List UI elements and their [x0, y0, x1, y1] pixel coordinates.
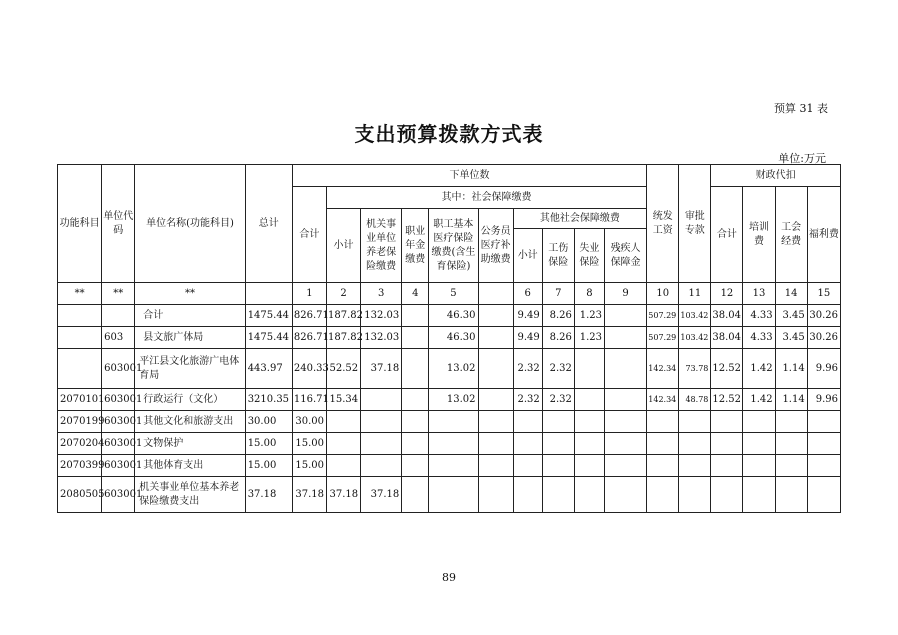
- value-cell-c2: 52.52: [326, 349, 360, 389]
- value-cell-c6: 2.32: [513, 349, 542, 389]
- value-cell-c3: [361, 433, 402, 455]
- header-civil-medical: 公务员医疗补助缴费: [478, 209, 513, 283]
- header-unemployment: 失业保险: [574, 229, 604, 283]
- column-index-row: [58, 283, 841, 305]
- total-cell: 37.18: [245, 477, 292, 513]
- header-approved-funds: 审批专款: [679, 165, 711, 283]
- unit-code-cell: 603001: [102, 455, 135, 477]
- value-cell-c6: [513, 411, 542, 433]
- value-cell-c1: 15.00: [292, 433, 326, 455]
- value-cell-c3: [361, 411, 402, 433]
- value-cell-c15: 9.96: [807, 389, 840, 411]
- value-cell-c7: 2.32: [542, 349, 574, 389]
- value-cell-c6: [513, 455, 542, 477]
- header-lower-units: 下单位数: [292, 165, 646, 187]
- value-cell-c3: 37.18: [361, 477, 402, 513]
- value-cell-c11: [679, 455, 711, 477]
- table-row: [58, 305, 841, 327]
- value-cell-c1: 15.00: [292, 455, 326, 477]
- func-subject-cell: 2070199: [58, 411, 102, 433]
- value-cell-c4: [402, 389, 429, 411]
- value-cell-c13: 4.33: [743, 305, 775, 327]
- header-union: 工会经费: [775, 187, 807, 283]
- unit-code-cell: 603001: [102, 433, 135, 455]
- table-number: 预算 31 表: [774, 102, 828, 115]
- column-index-cell: **: [58, 283, 102, 305]
- header-subtotal: 小计: [326, 209, 360, 283]
- column-index-cell: 10: [647, 283, 679, 305]
- column-index-cell: **: [102, 283, 135, 305]
- unit-name-cell: 机关事业单位基本养老保险缴费支出: [135, 477, 245, 513]
- value-cell-c15: [807, 433, 840, 455]
- column-index-cell: 7: [542, 283, 574, 305]
- func-subject-cell: 2070101: [58, 389, 102, 411]
- value-cell-cx: [478, 433, 513, 455]
- header-heji: 合计: [292, 187, 326, 283]
- value-cell-c13: 1.42: [743, 389, 775, 411]
- value-cell-c12: 12.52: [711, 389, 743, 411]
- value-cell-c7: [542, 455, 574, 477]
- value-cell-c7: 8.26: [542, 305, 574, 327]
- value-cell-c11: [679, 433, 711, 455]
- table-row: [58, 433, 841, 455]
- value-cell-cx: [478, 455, 513, 477]
- column-index-cell: [478, 283, 513, 305]
- unit-code-cell: 603001: [102, 349, 135, 389]
- value-cell-c8: 1.23: [574, 327, 604, 349]
- value-cell-c5: 46.30: [429, 327, 478, 349]
- value-cell-c3: [361, 389, 402, 411]
- value-cell-c3: 37.18: [361, 349, 402, 389]
- header-welfare: 福利费: [807, 187, 840, 283]
- column-index-cell: 6: [513, 283, 542, 305]
- value-cell-c8: [574, 349, 604, 389]
- value-cell-c15: 9.96: [807, 349, 840, 389]
- func-subject-cell: [58, 327, 102, 349]
- value-cell-c11: [679, 411, 711, 433]
- header-fiscal-withholding: 财政代扣: [711, 165, 841, 187]
- unit-name-cell: 合计: [135, 305, 245, 327]
- value-cell-c14: [775, 477, 807, 513]
- value-cell-c5: 13.02: [429, 389, 478, 411]
- value-cell-c6: [513, 477, 542, 513]
- value-cell-c7: 2.32: [542, 389, 574, 411]
- value-cell-c13: 1.42: [743, 349, 775, 389]
- value-cell-c7: [542, 477, 574, 513]
- value-cell-c11: 103.42: [679, 305, 711, 327]
- column-index-cell: 9: [604, 283, 646, 305]
- column-index-cell: 5: [429, 283, 478, 305]
- value-cell-c10: [647, 433, 679, 455]
- header-annuity: 职业年金缴费: [402, 209, 429, 283]
- value-cell-c3: 132.03: [361, 305, 402, 327]
- value-cell-c11: 48.78: [679, 389, 711, 411]
- unit-name-cell: 其他体育支出: [135, 455, 245, 477]
- value-cell-c5: [429, 477, 478, 513]
- header-training: 培训费: [743, 187, 775, 283]
- unit-code-cell: 603001: [102, 477, 135, 513]
- header-medical: 职工基本医疗保险缴费(含生育保险): [429, 209, 478, 283]
- column-index-cell: 4: [402, 283, 429, 305]
- value-cell-c5: 13.02: [429, 349, 478, 389]
- value-cell-c5: 46.30: [429, 305, 478, 327]
- total-cell: 443.97: [245, 349, 292, 389]
- value-cell-c9: [604, 389, 646, 411]
- value-cell-c3: 132.03: [361, 327, 402, 349]
- value-cell-c5: [429, 455, 478, 477]
- value-cell-c6: 2.32: [513, 389, 542, 411]
- header-total: 总计: [245, 165, 292, 283]
- value-cell-c2: [326, 411, 360, 433]
- value-cell-c12: [711, 433, 743, 455]
- total-cell: 15.00: [245, 455, 292, 477]
- column-index-cell: 1: [292, 283, 326, 305]
- column-index-cell: 14: [775, 283, 807, 305]
- value-cell-c10: [647, 477, 679, 513]
- value-cell-c15: 30.26: [807, 305, 840, 327]
- value-cell-c9: [604, 349, 646, 389]
- value-cell-c11: [679, 477, 711, 513]
- value-cell-c1: 826.71: [292, 327, 326, 349]
- value-cell-c4: [402, 411, 429, 433]
- header-unit-name: 单位名称(功能科目): [135, 165, 245, 283]
- value-cell-c13: [743, 433, 775, 455]
- column-index-cell: 8: [574, 283, 604, 305]
- total-cell: 15.00: [245, 433, 292, 455]
- column-index-cell: **: [135, 283, 245, 305]
- value-cell-c6: 9.49: [513, 305, 542, 327]
- value-cell-c10: 142.34: [647, 389, 679, 411]
- value-cell-c9: [604, 477, 646, 513]
- value-cell-c4: [402, 305, 429, 327]
- func-subject-cell: [58, 305, 102, 327]
- value-cell-c7: [542, 433, 574, 455]
- index-row: [58, 283, 841, 305]
- value-cell-c8: 1.23: [574, 305, 604, 327]
- value-cell-c1: 37.18: [292, 477, 326, 513]
- total-cell: 1475.44: [245, 327, 292, 349]
- value-cell-c8: [574, 389, 604, 411]
- header-pension: 机关事业单位养老保险缴费: [361, 209, 402, 283]
- func-subject-cell: 2070399: [58, 455, 102, 477]
- unit-code-cell: 603001: [102, 389, 135, 411]
- header-func-subject: 功能科目: [58, 165, 102, 283]
- value-cell-c8: [574, 433, 604, 455]
- value-cell-c2: [326, 455, 360, 477]
- value-cell-c15: [807, 477, 840, 513]
- value-cell-c9: [604, 433, 646, 455]
- header-other-social: 其他社会保障缴费: [513, 209, 647, 229]
- value-cell-c2: 187.82: [326, 327, 360, 349]
- value-cell-c12: [711, 455, 743, 477]
- value-cell-cx: [478, 327, 513, 349]
- value-cell-c9: [604, 327, 646, 349]
- table-body: [58, 305, 841, 513]
- value-cell-c11: 103.42: [679, 327, 711, 349]
- table-row: [58, 349, 841, 389]
- value-cell-c14: [775, 433, 807, 455]
- header-injury: 工伤保险: [542, 229, 574, 283]
- value-cell-c8: [574, 455, 604, 477]
- value-cell-c3: [361, 455, 402, 477]
- value-cell-c9: [604, 411, 646, 433]
- header-other-subtotal: 小计: [513, 229, 542, 283]
- value-cell-cx: [478, 349, 513, 389]
- column-index-cell: 13: [743, 283, 775, 305]
- value-cell-c10: 507.29: [647, 327, 679, 349]
- value-cell-c14: 3.45: [775, 327, 807, 349]
- unit-label: 单位:万元: [778, 152, 826, 165]
- value-cell-c8: [574, 477, 604, 513]
- unit-code-cell: 603001: [102, 411, 135, 433]
- unit-name-cell: 其他文化和旅游支出: [135, 411, 245, 433]
- column-index-cell: 11: [679, 283, 711, 305]
- total-cell: 1475.44: [245, 305, 292, 327]
- value-cell-c7: [542, 411, 574, 433]
- value-cell-c15: 30.26: [807, 327, 840, 349]
- column-index-cell: 3: [361, 283, 402, 305]
- page-number: 89: [442, 571, 456, 584]
- value-cell-c5: [429, 433, 478, 455]
- value-cell-cx: [478, 411, 513, 433]
- value-cell-c12: 38.04: [711, 305, 743, 327]
- func-subject-cell: [58, 349, 102, 389]
- value-cell-c9: [604, 455, 646, 477]
- value-cell-c10: [647, 411, 679, 433]
- total-cell: 30.00: [245, 411, 292, 433]
- value-cell-c13: [743, 455, 775, 477]
- value-cell-c2: 187.82: [326, 305, 360, 327]
- value-cell-c14: [775, 411, 807, 433]
- table-row: [58, 455, 841, 477]
- value-cell-c9: [604, 305, 646, 327]
- value-cell-c11: 73.78: [679, 349, 711, 389]
- table-row: [58, 477, 841, 513]
- header-disabled: 残疾人保障金: [604, 229, 646, 283]
- value-cell-c2: 15.34: [326, 389, 360, 411]
- value-cell-c12: [711, 411, 743, 433]
- value-cell-c1: 826.71: [292, 305, 326, 327]
- value-cell-c4: [402, 433, 429, 455]
- value-cell-c12: [711, 477, 743, 513]
- value-cell-c1: 30.00: [292, 411, 326, 433]
- value-cell-c4: [402, 327, 429, 349]
- unit-name-cell: 县文旅广体局: [135, 327, 245, 349]
- func-subject-cell: 2080505: [58, 477, 102, 513]
- value-cell-c14: [775, 455, 807, 477]
- value-cell-c7: 8.26: [542, 327, 574, 349]
- value-cell-c10: 507.29: [647, 305, 679, 327]
- column-index-cell: 12: [711, 283, 743, 305]
- value-cell-c14: 1.14: [775, 349, 807, 389]
- value-cell-c6: [513, 433, 542, 455]
- table-row: [58, 389, 841, 411]
- value-cell-c14: 1.14: [775, 389, 807, 411]
- table-header: [58, 165, 841, 283]
- value-cell-c12: 12.52: [711, 349, 743, 389]
- value-cell-c15: [807, 411, 840, 433]
- column-index-cell: 2: [326, 283, 360, 305]
- unit-code-cell: 603: [102, 327, 135, 349]
- value-cell-c6: 9.49: [513, 327, 542, 349]
- value-cell-c4: [402, 349, 429, 389]
- total-cell: 3210.35: [245, 389, 292, 411]
- value-cell-c15: [807, 455, 840, 477]
- budget-table: [57, 164, 841, 513]
- value-cell-c1: 116.71: [292, 389, 326, 411]
- header-unit-code: 单位代码: [102, 165, 135, 283]
- value-cell-c4: [402, 477, 429, 513]
- value-cell-cx: [478, 389, 513, 411]
- unit-name-cell: 行政运行（文化）: [135, 389, 245, 411]
- table-row: [58, 327, 841, 349]
- value-cell-c14: 3.45: [775, 305, 807, 327]
- value-cell-c12: 38.04: [711, 327, 743, 349]
- value-cell-c1: 240.33: [292, 349, 326, 389]
- value-cell-cx: [478, 477, 513, 513]
- value-cell-c4: [402, 455, 429, 477]
- value-cell-c13: [743, 411, 775, 433]
- page-title: 支出预算拨款方式表: [354, 122, 544, 146]
- column-index-cell: 15: [807, 283, 840, 305]
- unit-code-cell: [102, 305, 135, 327]
- value-cell-c5: [429, 411, 478, 433]
- table-row: [58, 411, 841, 433]
- value-cell-c13: [743, 477, 775, 513]
- func-subject-cell: 2070204: [58, 433, 102, 455]
- header-unified-pay: 统发工资: [647, 165, 679, 283]
- value-cell-cx: [478, 305, 513, 327]
- value-cell-c2: 37.18: [326, 477, 360, 513]
- header-social-security: 其中：社会保障缴费: [326, 187, 646, 209]
- value-cell-c2: [326, 433, 360, 455]
- value-cell-c10: 142.34: [647, 349, 679, 389]
- column-index-cell: [245, 283, 292, 305]
- value-cell-c13: 4.33: [743, 327, 775, 349]
- header-fiscal-heji: 合计: [711, 187, 743, 283]
- value-cell-c10: [647, 455, 679, 477]
- value-cell-c8: [574, 411, 604, 433]
- unit-name-cell: 文物保护: [135, 433, 245, 455]
- unit-name-cell: 平江县文化旅游广电体育局: [135, 349, 245, 389]
